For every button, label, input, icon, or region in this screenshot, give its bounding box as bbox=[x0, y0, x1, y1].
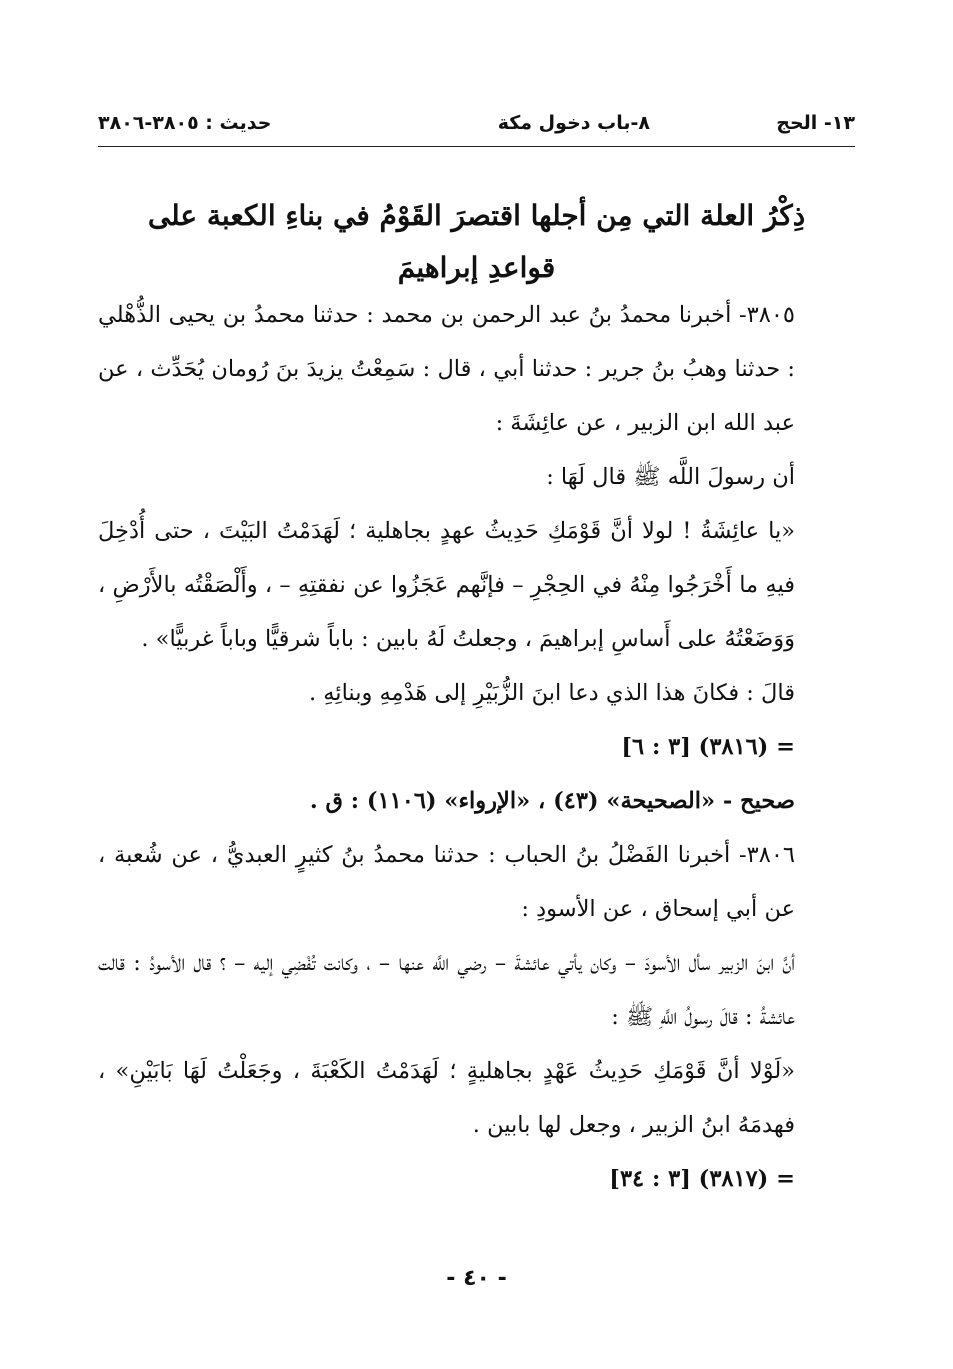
body-text bbox=[98, 288, 855, 1206]
hadith-3805-cross-reference: = (٣٨١٦) [٣ : ٦] bbox=[621, 734, 795, 760]
hadith-3806-cross-reference: = (٣٨١٧) [٣ : ٣٤] bbox=[609, 1166, 795, 1192]
hadith-3805-qala: قالَ : فكانَ هذا الذي دعا ابنَ الزُّبَيْرِ إلى هَدْمِهِ وبنائِهِ . bbox=[308, 680, 795, 706]
running-header bbox=[98, 112, 855, 142]
hadith-range: حديث : ٣٨٠٥-٣٨٠٦ bbox=[98, 112, 272, 134]
hadith-3805-grading: صحيح - «الصحيحة» (٤٣) ، «الإرواء» (١١٠٦) : ق . bbox=[309, 788, 795, 814]
header-rule bbox=[98, 146, 855, 147]
chapter-name: ٨-باب دخول مكة bbox=[497, 112, 650, 134]
chapter-title-line-2: قواعدِ إبراهيمَ bbox=[397, 251, 556, 284]
book-title: ١٣- الحج bbox=[776, 112, 855, 134]
hadith-3805-matn: «يا عائِشَةُ ! لولا أنَّ قَوْمَكِ حَدِيثُ عهدٍ بجاهلية ؛ لَهَدَمْتُ البَيْتَ ، حتى أُدْخِلَ فيهِ ما أَخْرَجُوا مِنْهُ في الحِجْرِ – فإنَّهم عَجَزُوا عن نفقتِهِ – ، وأَلْصَقْتُه بالأَرْضِ ، وَوَضَعْتُهُ على أَساسِ إبراهيمَ ، وجعلتُ لَهُ بابين : باباً شرقيًّا وباباً غربيًّا» . bbox=[98, 518, 795, 652]
chapter-title-line-1: ذِكْرُ العلة التي مِن أجلها اقتصرَ القَوْمُ في بناءِ الكعبة على bbox=[147, 199, 806, 232]
chapter-title bbox=[110, 190, 843, 294]
hadith-3805-intro: أن رسولَ اللَّه ﷺ قال لَهَا : bbox=[546, 464, 795, 490]
page-number: - ٤٠ - bbox=[446, 1266, 507, 1291]
hadith-3805-isnad: ٣٨٠٥- أخبرنا محمدُ بنُ عبد الرحمن بن محمد : حدثنا محمدُ بن يحيى الذُّهْلي : حدثنا وهبُ بنُ جرير : حدثنا أبي ، قال : سَمِعْتُ يزيدَ بنَ رُومان يُحَدِّث ، عن عبد الله ابن الزبير ، عن عائِشَةَ : bbox=[98, 302, 795, 436]
hadith-3806-isnad: ٣٨٠٦- أخبرنا الفَضْلُ بنُ الحباب : حدثنا محمدُ بنُ كثيرٍ العبديُّ ، عن شُعبة ، عن أبي إسحاق ، عن الأسودِ : bbox=[98, 842, 795, 922]
hadith-3806-intro: أنَّ ابنَ الزبير سأل الأسودَ – وكان يأتي عائشةَ – رضي اللَّه عنها – ، وكانت تُفْضِي إليه – ؟ قال الأسودُ : قالت عائشةُ : قالَ رسولُ اللَّهِ ﷺ : bbox=[98, 950, 795, 1030]
hadith-3806-matn: «لَوْلا أنَّ قَوْمَكِ حَدِيثُ عَهْدٍ بجاهليةٍ ؛ لَهَدَمْتُ الكَعْبَةَ ، وجَعَلْتُ لَهَا بَابَيْنِ» ، فهدمَهُ ابنُ الزبير ، وجعل لها بابين . bbox=[98, 1058, 795, 1138]
